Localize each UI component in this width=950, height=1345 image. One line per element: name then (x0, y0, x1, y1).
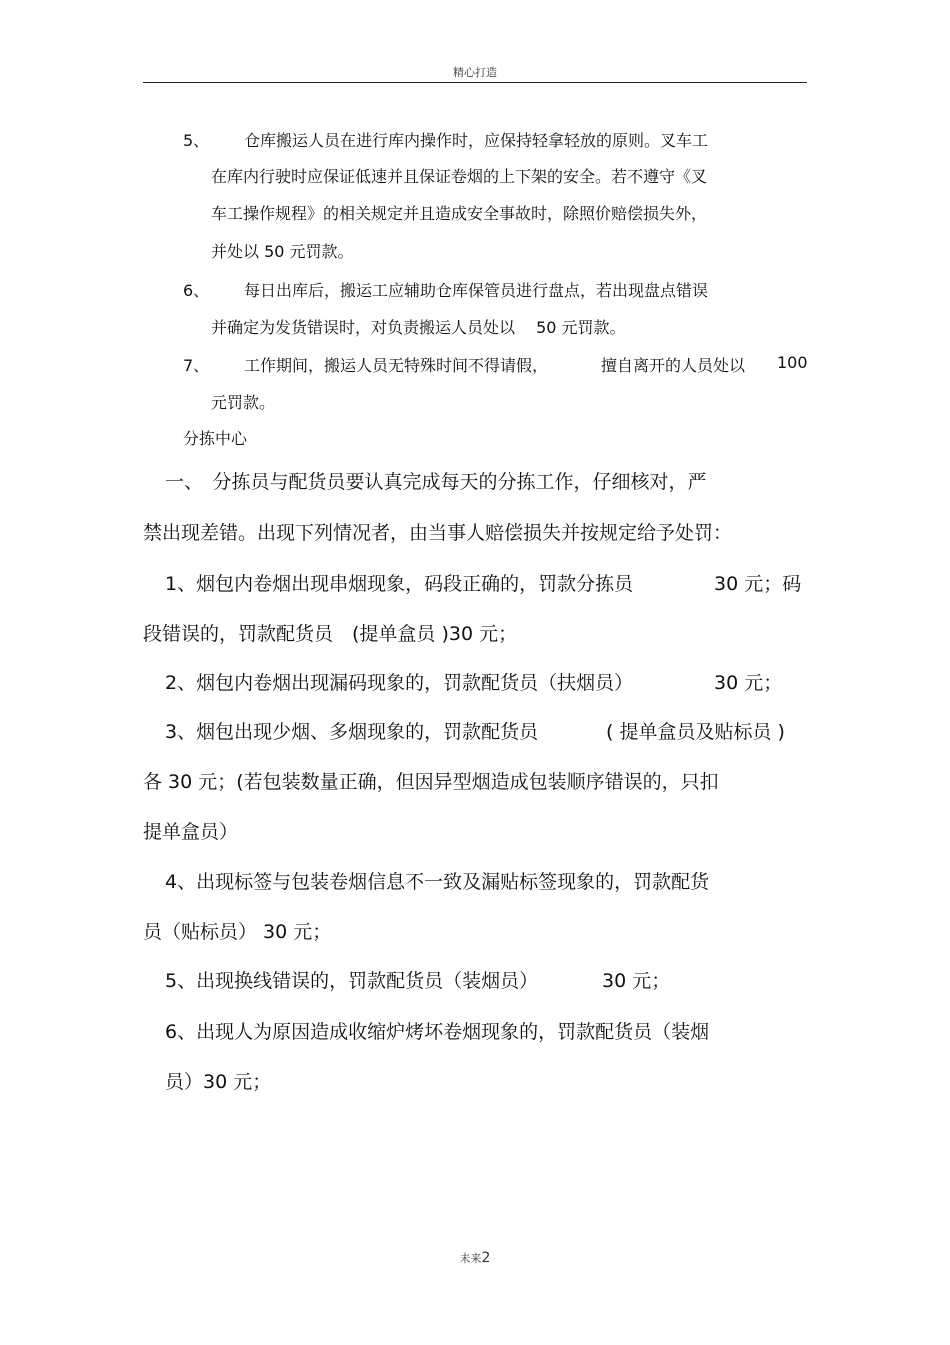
rule-5-line-1b: 30 元； (602, 970, 671, 992)
item-5-number: 5、 (183, 131, 210, 150)
rule-4-line-2: 员（贴标员） 30 元； (143, 921, 332, 943)
item-7-line-1b: 擅自离开的人员处以 (601, 356, 746, 375)
rule-3-line-3: 提单盒员） (143, 821, 239, 843)
rule-2-line-1a: 2、烟包内卷烟出现漏码现象的，罚款配货员（扶烟员） (165, 672, 634, 694)
rule-3-line-1b: ( 提单盒员及贴标员 ) (606, 721, 785, 743)
rule-1-line-2: 段错误的，罚款配货员 (提单盒员 )30 元； (143, 623, 518, 645)
item-6-number: 6、 (183, 281, 210, 300)
item-7-amount: 100 (777, 353, 808, 372)
rule-1-line-1a: 1、烟包内卷烟出现串烟现象，码段正确的，罚款分拣员 (165, 573, 634, 595)
item-6-line-2: 并确定为发货错误时，对负责搬运人员处以 50 元罚款。 (211, 318, 626, 337)
rule-3-line-2: 各 30 元；(若包装数量正确，但因异型烟造成包装顺序错误的，只扣 (143, 771, 719, 793)
rule-4-line-1: 4、出现标签与包装卷烟信息不一致及漏贴标签现象的，罚款配货 (165, 871, 710, 893)
rule-5-line-1a: 5、出现换线错误的，罚款配货员（装烟员） (165, 970, 539, 992)
footer-prefix: 未来 (459, 1252, 482, 1265)
item-7-line-2: 元罚款。 (211, 393, 276, 412)
page-footer (0, 1250, 950, 1266)
item-5-line-3: 车工操作规程》的相关规定并且造成安全事故时，除照价赔偿损失外， (211, 204, 708, 223)
section-title: 分拣中心 (183, 429, 248, 448)
intro-line-1: 一、 分拣员与配货员要认真完成每天的分拣工作，仔细核对，严 (165, 471, 707, 493)
rule-6-line-1: 6、出现人为原因造成收缩炉烤坏卷烟现象的，罚款配货员（装烟 (165, 1021, 710, 1043)
rule-3-line-1a: 3、烟包出现少烟、多烟现象的，罚款配货员 (165, 721, 539, 743)
rule-1-line-1b: 30 元；码 (714, 573, 802, 595)
item-5-line-4: 并处以 50 元罚款。 (211, 242, 354, 261)
item-5-line-2: 在库内行驶时应保证低速并且保证卷烟的上下架的安全。若不遵守《叉 (211, 167, 708, 186)
intro-line-2: 禁出现差错。出现下列情况者，由当事人赔偿损失并按规定给予处罚： (143, 522, 733, 544)
rule-6-line-2: 员）30 元； (165, 1071, 272, 1093)
item-5-line-1: 仓库搬运人员在进行库内操作时，应保持轻拿轻放的原则。叉车工 (244, 131, 709, 150)
item-6-line-1: 每日出库后，搬运工应辅助仓库保管员进行盘点，若出现盘点错误 (244, 281, 709, 300)
page-number: 2 (481, 1250, 491, 1266)
page-header: 精心打造 (453, 66, 497, 79)
header-divider (143, 82, 807, 83)
item-7-number: 7、 (183, 356, 210, 375)
rule-2-line-1b: 30 元； (714, 672, 783, 694)
item-7-line-1a: 工作期间，搬运人员无特殊时间不得请假， (244, 356, 549, 375)
